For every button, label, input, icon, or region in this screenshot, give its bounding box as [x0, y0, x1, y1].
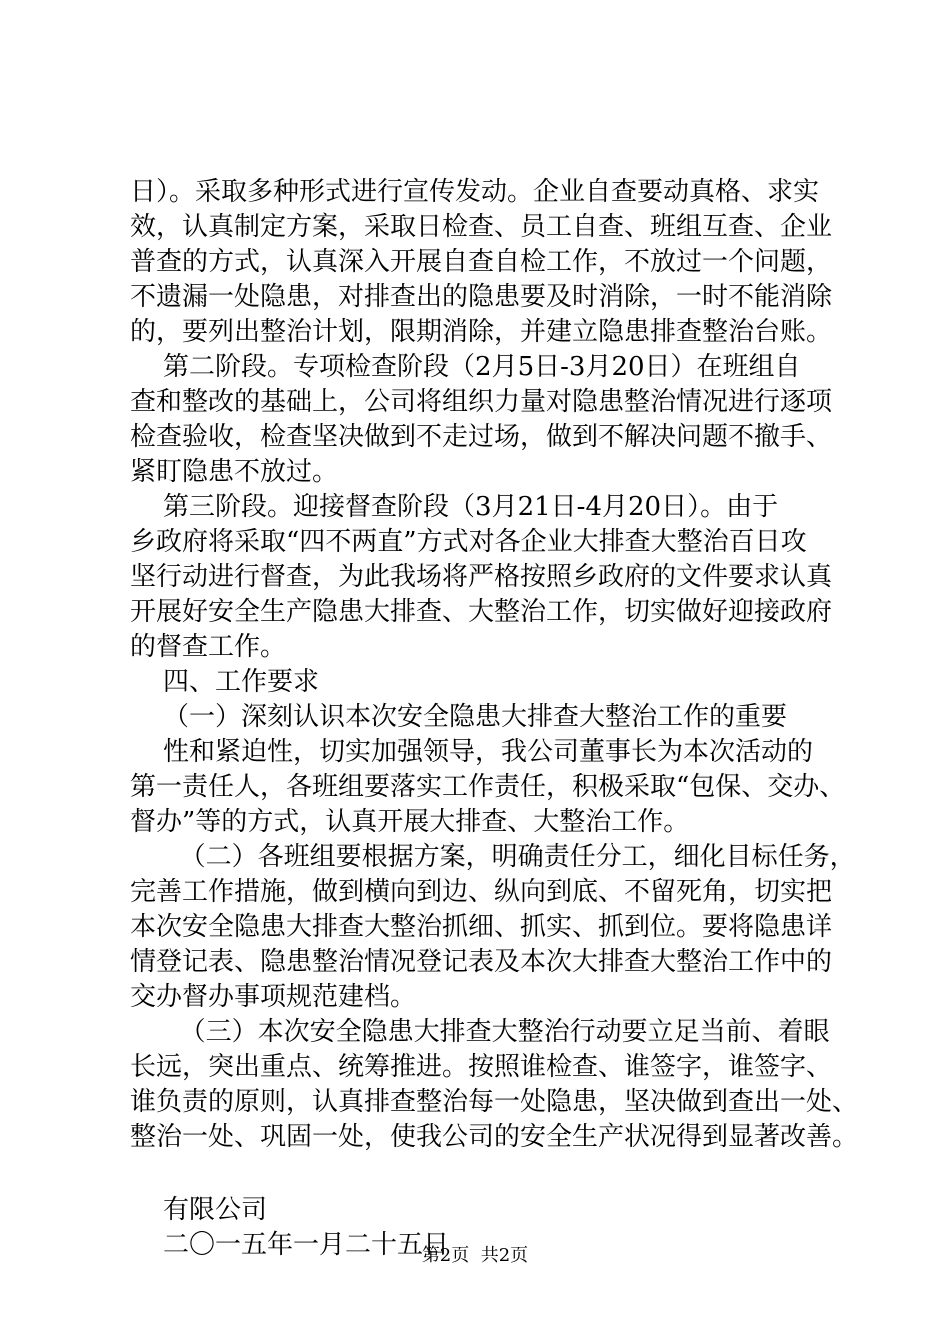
paragraph-line: （三）本次安全隐患大排查大整治行动要立足当前、着眼: [130, 1017, 830, 1047]
signature-date: 二〇一五年一月二十五日: [130, 1230, 450, 1260]
paragraph-line: （二）各班组要根据方案，明确责任分工，细化目标任务，: [130, 842, 856, 872]
paragraph-line: 的督查工作。: [130, 632, 287, 662]
signature-company: 有限公司: [130, 1195, 268, 1225]
signature-spacer: [130, 1155, 850, 1193]
paragraph-line: 普查的方式，认真深入开展自查自检工作，不放过一个问题，: [130, 247, 833, 277]
paragraph-line: （一）深刻认识本次安全隐患大排查大整治工作的重要: [130, 702, 788, 732]
paragraph-line: 情登记表、隐患整治情况登记表及本次大排查大整治工作中的: [130, 947, 833, 977]
paragraph-line: 第三阶段。迎接督查阶段（3月21日-4月20日）。由于: [130, 492, 779, 522]
page-number-footer: 第2页 共2页: [421, 1245, 529, 1266]
paragraph-line: 效，认真制定方案，采取日检查、员工自查、班组互查、企业: [130, 212, 833, 242]
paragraph-line: 开展好安全生产隐患大排查、大整治工作，切实做好迎接政府: [130, 597, 833, 627]
paragraph-line: 长远，突出重点、统筹推进。按照谁检查、谁签字，谁签字、: [130, 1052, 833, 1082]
paragraph-line: 完善工作措施，做到横向到边、纵向到底、不留死角，切实把: [130, 877, 833, 907]
paragraph-line: 乡政府将采取“四不两直”方式对各企业大排查大整治百日攻: [130, 527, 807, 557]
paragraph-line: 整治一处、巩固一处，使我公司的安全生产状况得到显著改善。: [130, 1122, 859, 1152]
paragraph-line: 本次安全隐患大排查大整治抓细、抓实、抓到位。要将隐患详: [130, 912, 833, 942]
paragraph-line: 第一责任人，各班组要落实工作责任，积极采取“包保、交办、: [130, 772, 846, 802]
paragraph-line: 不遗漏一处隐患，对排查出的隐患要及时消除，一时不能消除: [130, 282, 833, 312]
document-body: [130, 175, 859, 1263]
section-heading: 四、工作要求: [130, 667, 320, 697]
paragraph-line: 查和整改的基础上，公司将组织力量对隐患整治情况进行逐项: [130, 387, 833, 417]
paragraph-line: 坚行动进行督查，为此我场将严格按照乡政府的文件要求认真: [130, 562, 833, 592]
paragraph-line: 交办督办事项规范建档。: [130, 982, 417, 1012]
paragraph-line: 紧盯隐患不放过。: [130, 457, 339, 487]
paragraph-line: 性和紧迫性，切实加强领导，我公司董事长为本次活动的: [130, 737, 814, 767]
paragraph-line: 的，要列出整治计划，限期消除，并建立隐患排查整治台账。: [130, 317, 833, 347]
paragraph-line: 第二阶段。专项检查阶段（2月5日-3月20日）在班组自: [130, 352, 801, 382]
paragraph-line: 谁负责的原则，认真排查整治每一处隐患，坚决做到查出一处、: [130, 1087, 859, 1117]
paragraph-line: 检查验收，检查坚决做到不走过场，做到不解决问题不撤手、: [130, 422, 833, 452]
paragraph-line: 督办”等的方式，认真开展大排查、大整治工作。: [130, 807, 690, 837]
paragraph-line: 日）。采取多种形式进行宣传发动。企业自查要动真格、求实: [130, 177, 820, 207]
